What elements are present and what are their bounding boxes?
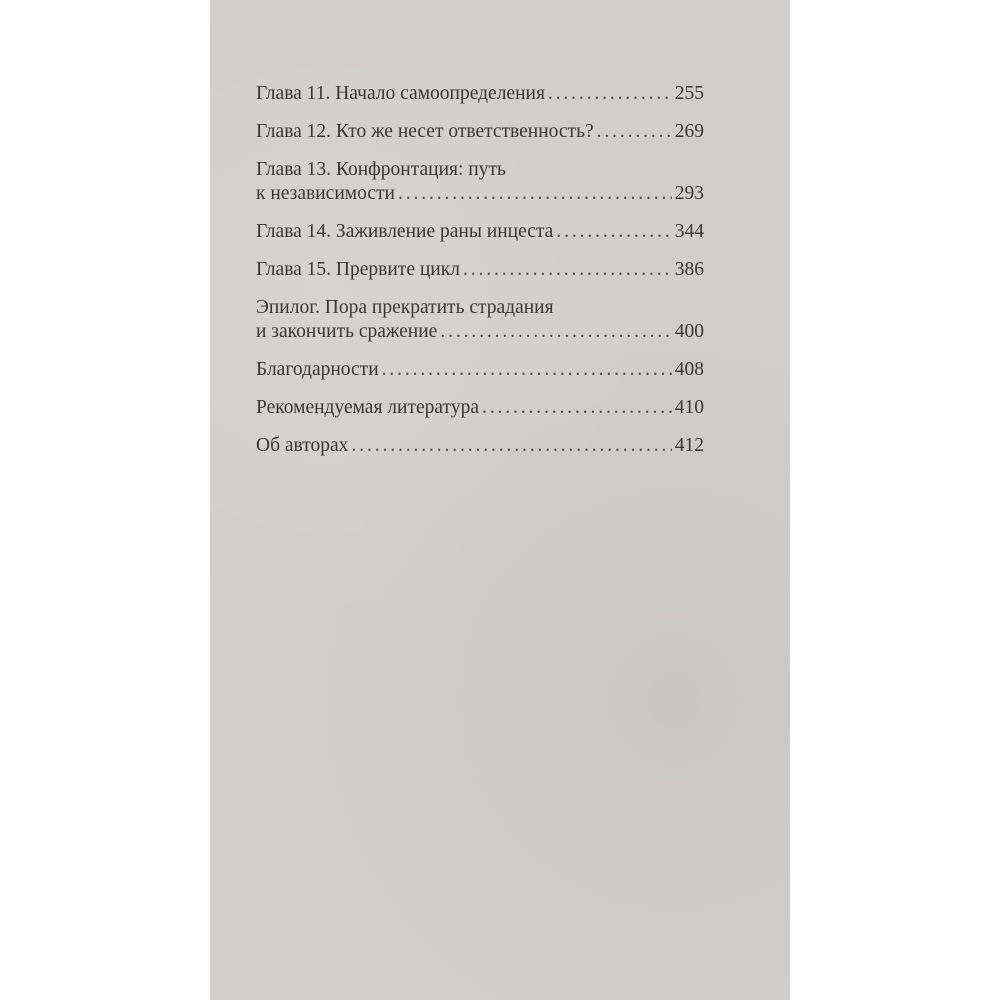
toc-entry-title: Глава 12. Кто же несет ответственность? [256, 121, 594, 142]
book-page [210, 0, 790, 1000]
toc-line [256, 358, 704, 382]
toc-page-number: 293 [674, 183, 704, 204]
dot-leader [382, 358, 672, 382]
table-of-contents [256, 82, 704, 472]
toc-page-number: 410 [674, 397, 704, 418]
toc-entry-title: Глава 11. Начало самоопределения [256, 83, 545, 104]
dot-leader [597, 120, 672, 144]
toc-page-number: 255 [674, 83, 704, 104]
toc-entry-chapter-11 [256, 82, 704, 106]
toc-page-number: 412 [674, 435, 704, 456]
toc-line [256, 320, 704, 344]
toc-page-number: 269 [674, 121, 704, 142]
dot-leader [556, 220, 671, 244]
dot-leader [482, 396, 672, 420]
toc-line [256, 434, 704, 458]
toc-entry-title: Глава 15. Прервите цикл [256, 259, 460, 280]
dot-leader [398, 182, 672, 206]
toc-entry-title-first-line: Эпилог. Пора прекратить страдания [256, 297, 554, 318]
toc-entry-title: и закончить сражение [256, 321, 438, 342]
toc-page-number: 400 [674, 321, 704, 342]
toc-entry-chapter-12 [256, 120, 704, 144]
toc-page-number: 408 [674, 359, 704, 380]
toc-line [256, 396, 704, 420]
dot-leader [440, 320, 671, 344]
toc-line [256, 120, 704, 144]
toc-entry-title: Глава 14. Заживление раны инцеста [256, 221, 554, 242]
toc-line [256, 220, 704, 244]
toc-entry-title: к независимости [256, 183, 395, 204]
toc-line [256, 258, 704, 282]
dot-leader [548, 82, 672, 106]
toc-entry-chapter-15 [256, 258, 704, 282]
toc-page-number: 386 [674, 259, 704, 280]
toc-line [256, 82, 704, 106]
toc-entry-recommended-reading [256, 396, 704, 420]
toc-entry-title: Рекомендуемая литература [256, 397, 479, 418]
toc-entry-about-authors [256, 434, 704, 458]
toc-entry-title-first-line: Глава 13. Конфронтация: путь [256, 159, 506, 180]
toc-entry-chapter-14 [256, 220, 704, 244]
toc-entry-title: Об авторах [256, 435, 349, 456]
dot-leader [351, 434, 671, 458]
toc-entry-title: Благодарности [256, 359, 379, 380]
toc-entry-acknowledgements [256, 358, 704, 382]
toc-entry-epilogue [256, 296, 704, 344]
toc-entry-chapter-13 [256, 158, 704, 206]
toc-line [256, 182, 704, 206]
dot-leader [463, 258, 672, 282]
toc-page-number: 344 [674, 221, 704, 242]
